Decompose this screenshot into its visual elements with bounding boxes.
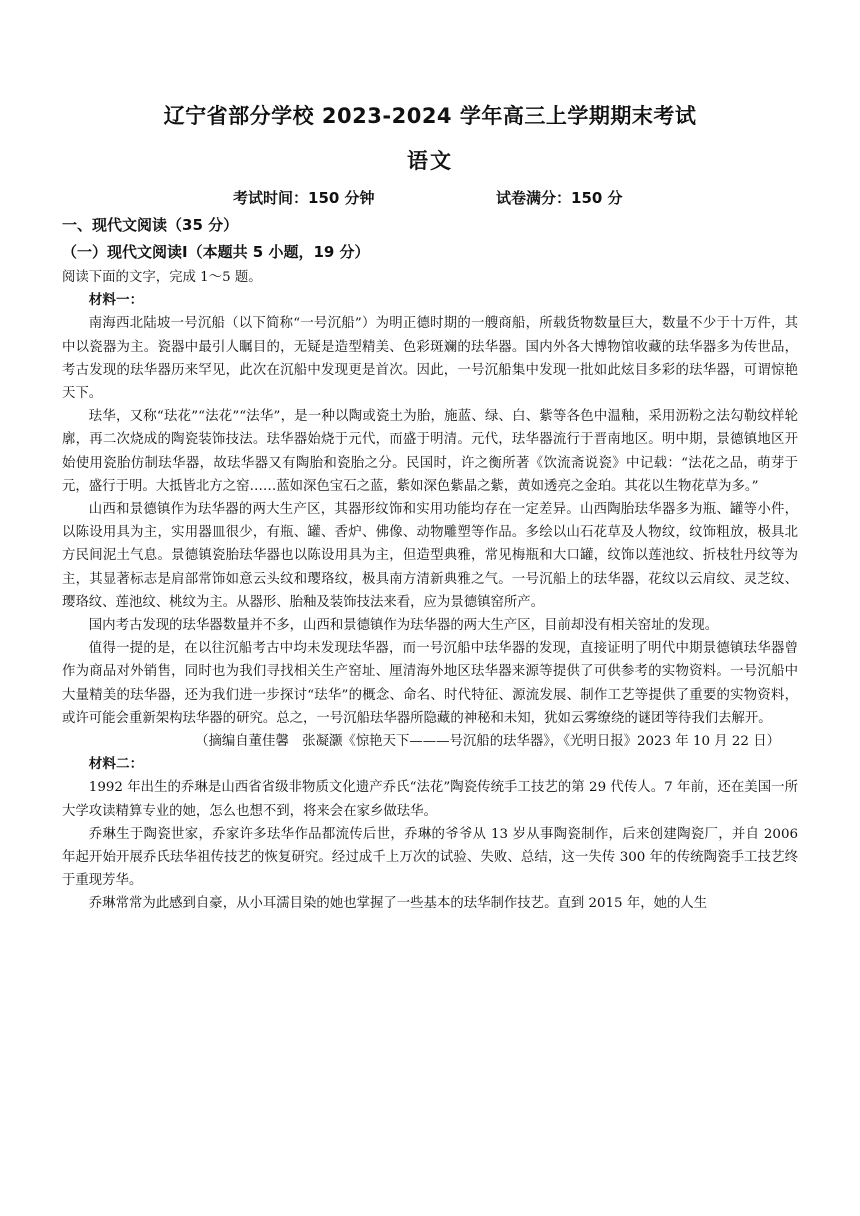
material-label: 材料一： [88, 292, 144, 309]
paragraph: 珐华，又称“珐花”“法花”“法华”，是一种以陶或瓷土为胎，施蓝、绿、白、紫等各色中温釉，采用沥粉之法勾勒纹样轮廓，再二次烧成的陶瓷装饰技法。珐华器始烧于元代，而盛于明清。元代，珐华器流行于晋南地区。明中期，景德镇地区开始使用瓷胎仿制珐华器，故珐华器又有陶胎和瓷胎之分。民国时，许之衡所著《饮流斋说瓷》中记载：“法花之品，萌芽于元，盛行于明。大抵皆北方之窑……蓝如深色宝石之蓝，紫如深色紫晶之紫，黄如透亮之金珀。其花以生物花草为多。” [62, 409, 798, 494]
paragraph: 乔琳常常为此感到自豪，从小耳濡目染的她也掌握了一些基本的珐华制作技艺。直到 2015 年，她的人生 [88, 896, 708, 912]
full-score: 试卷满分：150 分 [496, 189, 623, 207]
subject-title: 语文 [407, 149, 453, 173]
paragraph: 南海西北陆坡一号沉船（以下简称“一号沉船”）为明正德时期的一艘商船，所载货物数量巨大，数量不少于十万件，其中以瓷器为主。瓷器中最引人瞩目的，无疑是造型精美、色彩斑斓的珐华器。国内外各大博物馆收藏的珐华器多为传世品，考古发现的珐华器历来罕见，此次在沉船中发现更是首次。因此，一号沉船集中发现一批如此炫目多彩的珐华器，可谓惊艳天下。 [62, 316, 798, 402]
subsection-heading: （一）现代文阅读Ⅰ（本题共 5 小题，19 分） [62, 243, 370, 261]
instruction-text: 阅读下面的文字，完成 1～5 题。 [62, 270, 262, 285]
paragraph: 1992 年出生的乔琳是山西省省级非物质文化遗产乔氏“法花”陶瓷传统手工技艺的第 29 代传人。7 年前，还在美国一所大学攻读精算专业的她，怎么也想不到，将来会在家乡做珐华。 [62, 780, 798, 819]
paragraph: 山西和景德镇作为珐华器的两大生产区，其器形纹饰和实用功能均存在一定差异。山西陶胎珐华器多为瓶、罐等小件，以陈设用具为主，实用器皿很少，有瓶、罐、香炉、佛像、动物雕塑等作品。多绘以山石花草及人物纹，纹饰粗放，极具北方民间泥土气息。景德镇瓷胎珐华器也以陈设用具为主，但造型典雅，常见梅瓶和大口罐，纹饰以莲池纹、折枝牡丹纹等为主，其显著标志是肩部常饰如意云头纹和璎珞纹，极具南方清新典雅之气。一号沉船上的珐华器，花纹以云肩纹、灵芝纹、璎珞纹、莲池纹、桃纹为主。从器形、胎釉及装饰技法来看，应为景德镇窑所产。 [62, 502, 798, 610]
paragraph: 值得一提的是，在以往沉船考古中均未发现珐华器，而一号沉船中珐华器的发现，直接证明了明代中期景德镇珐华器曾作为商品对外销售，同时也为我们寻找相关生产窑址、厘清海外地区珐华器来源等提供了可供参考的实物资料。一号沉船中大量精美的珐华器，还为我们进一步探讨“珐华”的概念、命名、时代特征、源流发展、制作工艺等提供了重要的实物资料，或许可能会重新架构珐华器的研究。总之，一号沉船珐华器所隐藏的神秘和未知，犹如云雾缭绕的谜团等待我们去解开。 [62, 641, 798, 726]
section-heading: 一、现代文阅读（35 分） [62, 216, 239, 234]
paragraph: 国内考古发现的珐华器数量并不多，山西和景德镇作为珐华器的两大生产区，目前却没有相关窑址的发现。 [88, 618, 719, 634]
exam-title: 辽宁省部分学校 2023-2024 学年高三上学期期末考试 [163, 104, 697, 128]
paragraph: 乔琳生于陶瓷世家，乔家许多珐华作品都流传后世，乔琳的爷爷从 13 岁从事陶瓷制作，后来创建陶瓷厂，并自 2006 年起开始开展乔氏珐华祖传技艺的恢复研究。经过成千上万次的试验、失败、总结，这一失传 300 年的传统陶瓷手工技艺终于重现芳华。 [62, 826, 798, 889]
reading-passage [62, 266, 798, 916]
source-citation: （摘编自董佳馨 张凝灏《惊艳天下———号沉船的珐华器》，《光明日报》2023 年 10 月 22 日） [195, 734, 780, 750]
material-label: 材料二： [88, 756, 144, 773]
exam-time: 考试时间：150 分钟 [233, 189, 375, 207]
